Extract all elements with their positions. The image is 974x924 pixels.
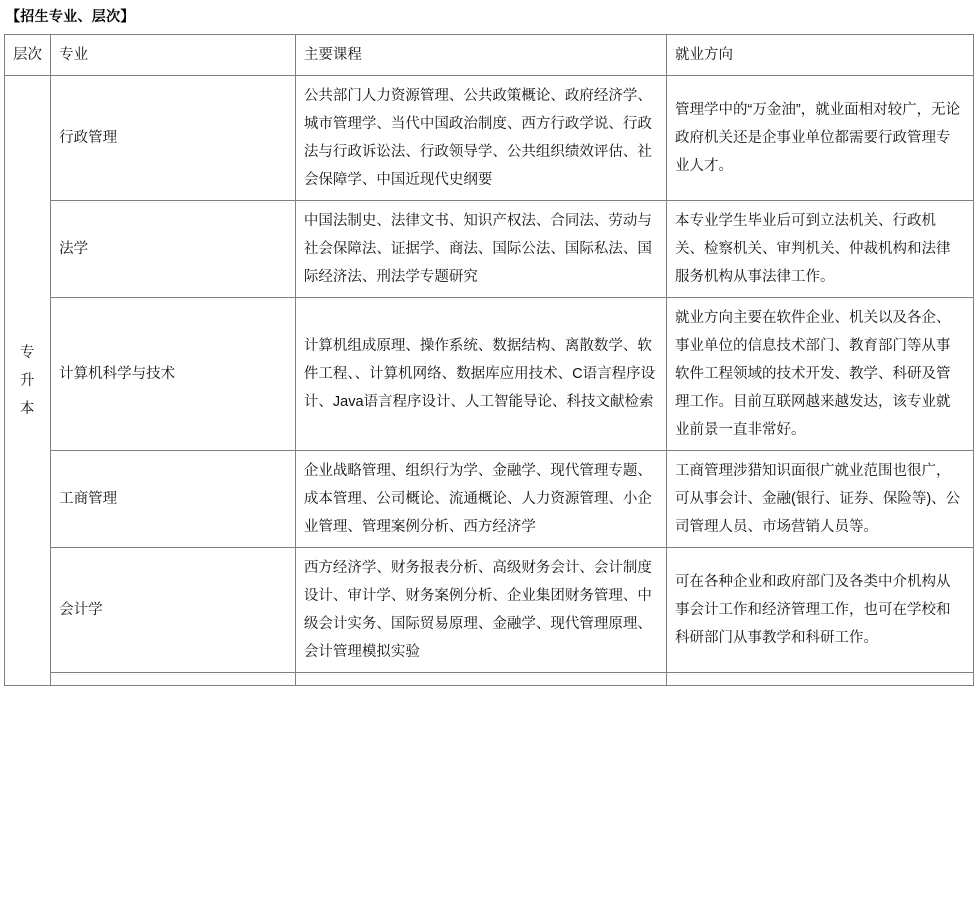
table-row	[5, 201, 974, 298]
major-career: 管理学中的“万金油”，就业面相对较广，无论政府机关还是企事业单位都需要行政管理专业人才。	[667, 76, 974, 201]
major-career: 可在各种企业和政府部门及各类中介机构从事会计工作和经济管理工作，也可在学校和科研部门从事教学和科研工作。	[667, 548, 974, 673]
major-courses: 计算机组成原理、操作系统、数据结构、离散数学、软件工程、、计算机网络、数据库应用技术、C语言程序设计、Java语言程序设计、人工智能导论、科技文献检索	[295, 298, 666, 451]
majors-table	[4, 34, 974, 686]
major-courses: 公共部门人力资源管理、公共政策概论、政府经济学、城市管理学、当代中国政治制度、西方行政学说、行政法与行政诉讼法、行政领导学、公共组织绩效评估、社会保障学、中国近现代史纲要	[295, 76, 666, 201]
major-name: 计算机科学与技术	[51, 298, 296, 451]
table-header	[5, 35, 974, 76]
column-header-career: 就业方向	[667, 35, 974, 76]
major-name: 行政管理	[51, 76, 296, 201]
major-career: 就业方向主要在软件企业、机关以及各企、事业单位的信息技术部门、教育部门等从事软件工程领域的技术开发、教学、科研及管理工作。目前互联网越来越发达，该专业就业前景一直非常好。	[667, 298, 974, 451]
major-career	[667, 673, 974, 686]
major-courses: 中国法制史、法律文书、知识产权法、合同法、劳动与社会保障法、证据学、商法、国际公法、国际私法、国际经济法、刑法学专题研究	[295, 201, 666, 298]
table-row	[5, 451, 974, 548]
table-header-row	[5, 35, 974, 76]
major-career: 本专业学生毕业后可到立法机关、行政机关、检察机关、审判机关、仲裁机构和法律服务机构从事法律工作。	[667, 201, 974, 298]
major-name: 会计学	[51, 548, 296, 673]
major-courses: 企业战略管理、组织行为学、金融学、现代管理专题、成本管理、公司概论、流通概论、人力资源管理、小企业管理、管理案例分析、西方经济学	[295, 451, 666, 548]
major-name: 法学	[51, 201, 296, 298]
level-label: 专升本	[19, 344, 36, 417]
column-header-major: 专业	[51, 35, 296, 76]
major-name	[51, 673, 296, 686]
column-header-courses: 主要课程	[295, 35, 666, 76]
table-row	[5, 548, 974, 673]
column-header-level: 层次	[5, 35, 51, 76]
page-title: 【招生专业、层次】	[6, 8, 135, 24]
table-row	[5, 76, 974, 201]
major-name: 工商管理	[51, 451, 296, 548]
table-body	[5, 76, 974, 686]
table-row	[5, 298, 974, 451]
table-row-partial	[5, 673, 974, 686]
major-career: 工商管理涉猎知识面很广就业范围也很广，可从事会计、金融(银行、证券、保险等)、公司管理人员、市场营销人员等。	[667, 451, 974, 548]
level-cell	[5, 76, 51, 686]
major-courses	[295, 673, 666, 686]
major-courses: 西方经济学、财务报表分析、高级财务会计、会计制度设计、审计学、财务案例分析、企业集团财务管理、中级会计实务、国际贸易原理、金融学、现代管理原理、会计管理模拟实验	[295, 548, 666, 673]
